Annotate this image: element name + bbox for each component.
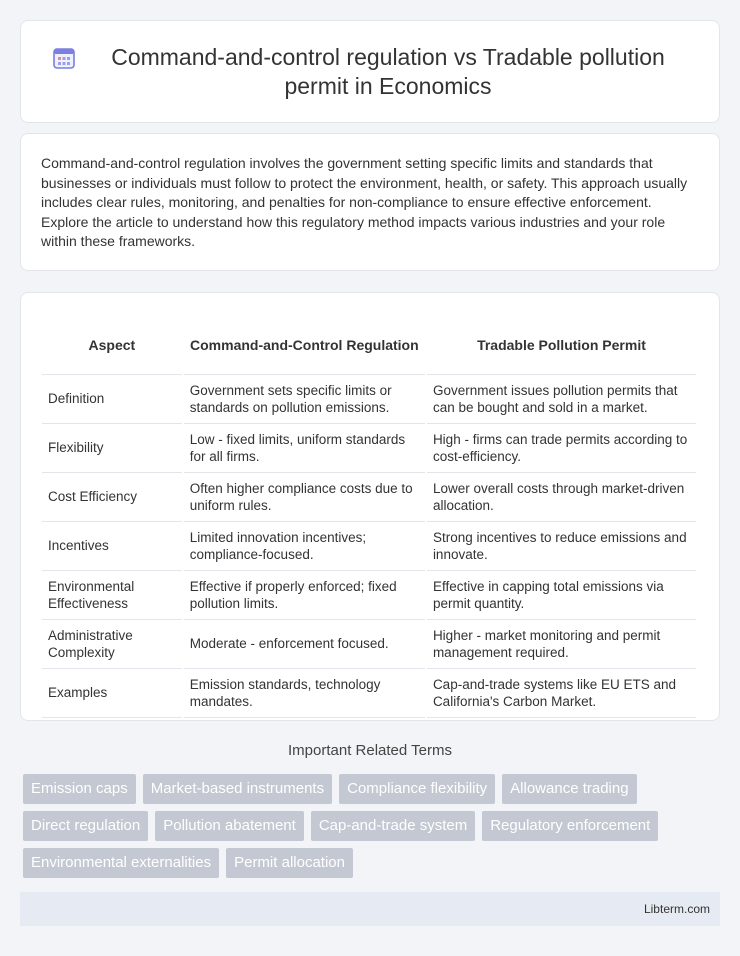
term-tag[interactable]: Compliance flexibility: [339, 774, 495, 804]
term-tag[interactable]: Direct regulation: [23, 811, 148, 841]
row-tradable-permit: Higher - market monitoring and permit management required.: [427, 620, 696, 669]
term-tag[interactable]: Permit allocation: [226, 848, 353, 878]
page-title: Command-and-control regulation vs Tradable pollution permit in Economics: [111, 43, 665, 99]
row-tradable-permit: High - firms can trade permits according to cost-efficiency.: [427, 424, 696, 473]
row-tradable-permit: Effective in capping total emissions via permit quantity.: [427, 571, 696, 620]
comparison-table-card: [20, 292, 720, 721]
row-tradable-permit: Cap-and-trade systems like EU ETS and California's Carbon Market.: [427, 669, 696, 718]
row-aspect: Administrative Complexity: [42, 620, 182, 669]
column-header-aspect: Aspect: [42, 313, 182, 375]
term-tag[interactable]: Cap-and-trade system: [311, 811, 475, 841]
term-tag[interactable]: Environmental externalities: [23, 848, 219, 878]
table-header-row: [42, 313, 696, 375]
row-tradable-permit: Strong incentives to reduce emissions and innovate.: [427, 522, 696, 571]
row-command-control: Effective if properly enforced; fixed pollution limits.: [184, 571, 425, 620]
table-row: [42, 375, 696, 424]
table-row: [42, 669, 696, 718]
row-command-control: Emission standards, technology mandates.: [184, 669, 425, 718]
intro-text: Command-and-control regulation involves the government setting specific limits and standards that businesses or individuals must follow to protect the environment, health, or safety. This approach usually includes clear rules, monitoring, and penalties for non-compliance to ensure effective enforcement. Explore the article to understand how this regulatory method impacts various industries and your role within these frameworks.: [41, 155, 688, 249]
term-tag[interactable]: Regulatory enforcement: [482, 811, 658, 841]
related-terms-title: Important Related Terms: [288, 742, 452, 759]
row-aspect: Definition: [42, 375, 182, 424]
row-command-control: Often higher compliance costs due to uniform rules.: [184, 473, 425, 522]
table-row: [42, 473, 696, 522]
row-command-control: Limited innovation incentives; compliance-focused.: [184, 522, 425, 571]
row-aspect: Environmental Effectiveness: [42, 571, 182, 620]
row-aspect: Flexibility: [42, 424, 182, 473]
intro-card: [20, 133, 720, 271]
table-row: [42, 424, 696, 473]
term-tag[interactable]: Allowance trading: [502, 774, 636, 804]
header-card: [20, 20, 720, 123]
table-row: [42, 620, 696, 669]
table-row: [42, 522, 696, 571]
row-tradable-permit: Government issues pollution permits that can be bought and sold in a market.: [427, 375, 696, 424]
related-terms-list: [23, 774, 723, 878]
row-tradable-permit: Lower overall costs through market-driven allocation.: [427, 473, 696, 522]
row-aspect: Incentives: [42, 522, 182, 571]
row-aspect: Cost Efficiency: [42, 473, 182, 522]
comparison-table: [40, 313, 698, 718]
column-header-command-control: Command-and-Control Regulation: [184, 313, 425, 375]
row-command-control: Government sets specific limits or standards on pollution emissions.: [184, 375, 425, 424]
term-tag[interactable]: Market-based instruments: [143, 774, 332, 804]
row-command-control: Moderate - enforcement focused.: [184, 620, 425, 669]
table-row: [42, 571, 696, 620]
row-aspect: Examples: [42, 669, 182, 718]
footer-site-link[interactable]: Libterm.com: [643, 902, 710, 916]
calendar-icon: [51, 45, 77, 71]
term-tag[interactable]: Pollution abatement: [155, 811, 304, 841]
row-command-control: Low - fixed limits, uniform standards for all firms.: [184, 424, 425, 473]
column-header-tradable-permit: Tradable Pollution Permit: [427, 313, 696, 375]
footer: [20, 892, 720, 926]
term-tag[interactable]: Emission caps: [23, 774, 136, 804]
